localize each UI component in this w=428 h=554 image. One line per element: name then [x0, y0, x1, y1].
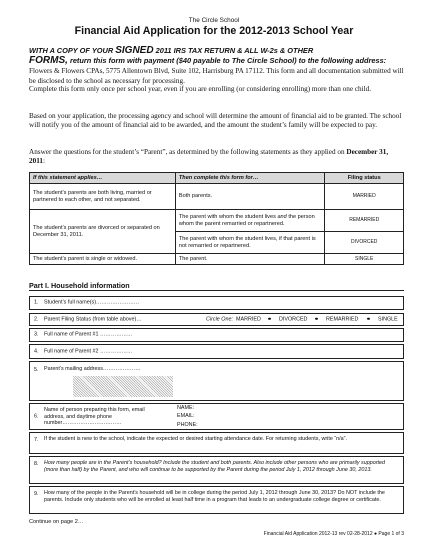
q6-phone-label[interactable]: PHONE:: [177, 422, 198, 428]
intro-signed: SIGNED: [115, 45, 154, 56]
intro-forms: FORMS,: [29, 55, 68, 66]
q1-label: Student’s full name(s)……………………: [44, 299, 140, 306]
row3-form-for: The parent.: [175, 254, 325, 265]
para-answer-questions: [29, 148, 404, 166]
q2-label: Parent Filing Status (from table above)…: [44, 316, 142, 323]
question-6-row: [29, 403, 404, 430]
para3-prefix: Answer the questions for the student’s “Parent”, as determined by the following statements as they applied on: [29, 148, 347, 156]
question-5-row[interactable]: [29, 361, 404, 401]
option-single[interactable]: SINGLE: [378, 316, 398, 323]
intro-instructions: [29, 46, 404, 86]
q6-label: Name of person preparing this form, email address, and daytime phone number……………………………: [44, 407, 145, 427]
row3-status: SINGLE: [325, 254, 404, 265]
q4-number: 4.: [34, 348, 39, 355]
row2a-pre: The parent with whom the student lives: [178, 213, 278, 220]
row2a-em: and: [277, 213, 287, 220]
q3-label: Full name of Parent #1 ………………: [44, 331, 133, 338]
option-divorced[interactable]: DIVORCED: [279, 316, 308, 323]
intro-part2: 2011 IRS TAX RETURN & ALL W-2s & OTHER: [153, 46, 314, 55]
q4-label: Full name of Parent #2 ………………: [44, 348, 133, 355]
para-determination: Based on your application, the processing agency and school will determine the amount of financial aid to be granted. The school will notify you of the amount of financial aid to be awarded, and the amount the student’s family will be expected to pay.: [29, 112, 402, 130]
filing-status-table: [29, 172, 404, 265]
row3-statement: The student’s parent is single or widowed.: [30, 254, 176, 265]
para3-date: December 31, 2011: [29, 148, 389, 166]
bullet-icon: [315, 316, 318, 323]
row1-form-for: Both parents.: [175, 184, 325, 210]
table-row: [30, 254, 404, 265]
q8-text: How many people are in the Parent’s household? Include the student and both parents. Also include other persons who are primarily supported (more than half) by the Parent, and who will continue to be supported by the Parent during the period July 1, 2012 through June 30, 2013.: [44, 460, 386, 473]
question-7-row[interactable]: [29, 432, 404, 454]
para3-suffix: :: [42, 157, 45, 166]
q5-number: 5.: [34, 367, 39, 373]
bullet-icon: [367, 316, 370, 323]
row2-form-for-b: The parent with whom the student lives, if that parent is not remarried or repartnered.: [175, 232, 325, 254]
header-filing-status: Filing status: [325, 173, 404, 184]
row2-status-a: REMARRIED: [325, 210, 404, 232]
section-divider: [29, 290, 404, 291]
question-2-row: [29, 313, 404, 326]
option-remarried[interactable]: REMARRIED: [326, 316, 359, 323]
header-form-for: Then complete this form for…: [175, 173, 325, 184]
option-married[interactable]: MARRIED: [236, 316, 261, 323]
q6-email-label[interactable]: EMAIL:: [177, 413, 195, 419]
row2a-post: the person whom the parent remarried or repartnered.: [178, 213, 315, 227]
row2-form-for-a: [175, 210, 325, 232]
bullet-icon: [268, 316, 271, 323]
q9-number: 9.: [34, 491, 39, 497]
q5-label: Parent’s mailing address…………………: [44, 366, 141, 372]
q3-number: 3.: [34, 331, 39, 338]
q8-number: 8.: [34, 461, 39, 467]
q7-text: If the student is new to the school, indicate the expected or desired starting attendance date. For returning students, write “n/a”.: [44, 436, 347, 442]
question-1-row[interactable]: [29, 296, 404, 310]
page-title: Financial Aid Application for the 2012-2013 School Year: [74, 25, 354, 37]
q2-number: 2.: [34, 316, 39, 323]
row2-status-b: DIVORCED: [325, 232, 404, 254]
page-footer: Financial Aid Application 2012-13 rev 02-28-2012 ● Page 1 of 3: [263, 531, 404, 537]
intro-address: Flowers & Flowers CPAs, 5775 Allentown Blvd, Suite 102, Harrisburg PA 17112. This form and all documentation submitted will be disclosed to the school as necessary for processing.: [29, 67, 404, 85]
q6-number: 6.: [34, 413, 39, 420]
question-3-row[interactable]: [29, 328, 404, 342]
q7-number: 7.: [34, 437, 39, 443]
intro-part1: WITH A COPY OF YOUR: [29, 46, 116, 55]
section-title: Part I. Household information: [29, 281, 130, 290]
q9-text: How many of the people in the Parent’s household will be in college during the period July 1, 2012 through June 30, 2013? Do NOT include the parents. Include only students who will be enrolled at least half time in a program that leads to an undergraduate college degree or certificate.: [44, 490, 385, 503]
school-name: The Circle School: [188, 17, 240, 24]
question-9-row[interactable]: [29, 486, 404, 514]
row2-statement: The student’s parents are divorced or separated on December 31, 2011.: [30, 210, 176, 254]
continue-note: Continue on page 2…: [29, 519, 84, 525]
q1-number: 1.: [34, 299, 39, 306]
row1-status: MARRIED: [325, 184, 404, 210]
intro-part3: return this form with payment ($40 payable to The Circle School) to the following address:: [67, 56, 387, 65]
table-header-row: [30, 173, 404, 184]
row1-statement: The student’s parents are both living, married or partnered to each other, and not separated.: [30, 184, 176, 210]
table-row: [30, 184, 404, 210]
shaded-area: [73, 376, 173, 397]
header-statement: If this statement applies…: [30, 173, 176, 184]
question-4-row[interactable]: [29, 344, 404, 359]
q6-name-label[interactable]: NAME:: [177, 405, 195, 411]
table-row: [30, 210, 404, 232]
q2-circle-one: Circle One:: [206, 316, 233, 323]
question-8-row[interactable]: [29, 456, 404, 484]
para-once-per-year: Complete this form only once per school year, even if you are enrolling (or considering enrolling) more than one child.: [29, 85, 372, 93]
